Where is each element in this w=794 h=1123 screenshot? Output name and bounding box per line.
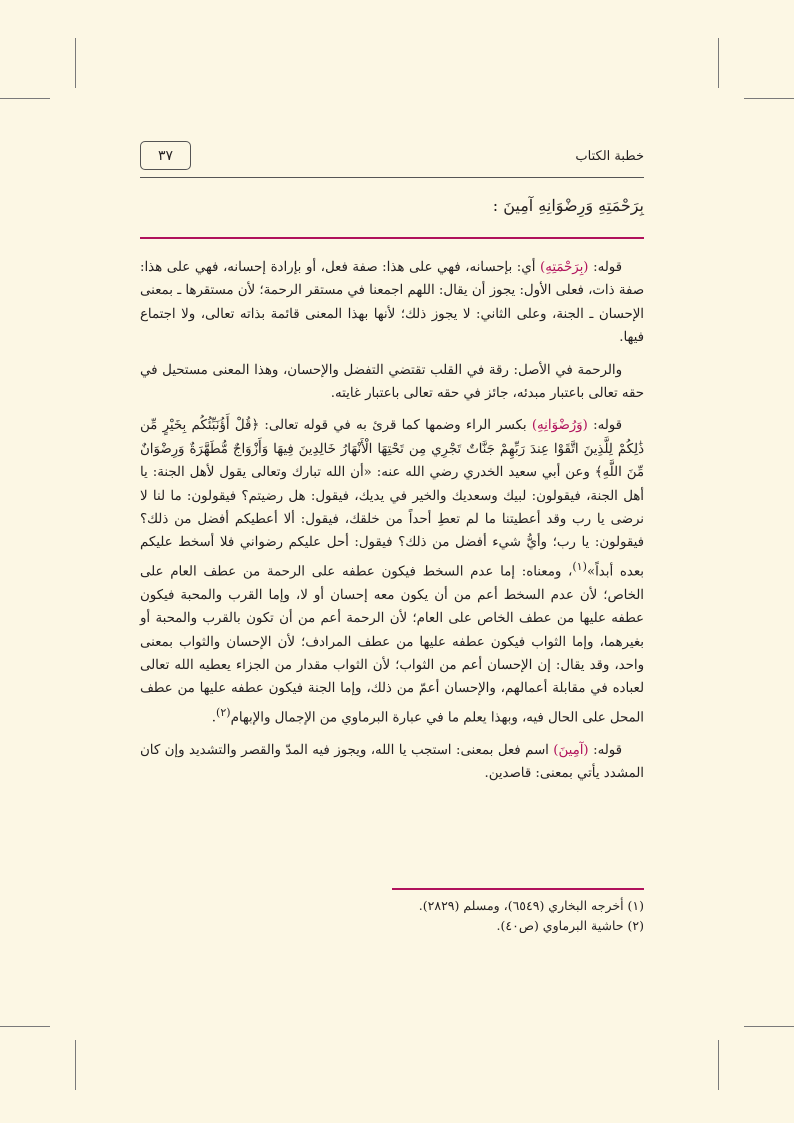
crop-mark (718, 38, 719, 88)
highlighted-term: (وَرُضْوَانِهِ) (531, 418, 588, 434)
crop-mark (75, 1040, 76, 1090)
crop-mark (744, 1026, 794, 1027)
running-title: خطبة الكتاب (575, 149, 644, 164)
footnote-rule (392, 888, 644, 890)
paragraph-ridwanihi (140, 414, 644, 729)
footnote-2: (٢) حاشية البرماوي (ص٤٠). (496, 918, 644, 933)
footnote-marker-2[interactable]: (٢) (215, 705, 231, 719)
page-number-text: ٣٧ (157, 147, 174, 164)
paragraph-text: أي: بإحسانه، فهي على هذا: صفة فعل، أو بإرادة إحسانه، فهي على هذا: صفة ذات، فعلى الأول: يجوز أن يقال: اللهم اجمعنا في مستقر الرحمة؛ لأن مستقرها ـ بمعنى الإحسان ـ الجنة، وعلى الثاني: لا يجوز ذلك؛ لأنها بهذا المعنى قائمة بذاته تعالى، ولا اجتماع فيها. (140, 260, 644, 346)
paragraph-text: . (211, 710, 216, 726)
crop-mark (0, 1026, 50, 1027)
paragraph-rahma-asl (140, 359, 644, 406)
crop-mark (0, 98, 50, 99)
paragraph-rahmatihi (140, 256, 644, 350)
paragraph-text: ، ومعناه: إما عدم السخط فيكون عطفه على الرحمة من عطف العام على الخاص؛ لأن عدم السخط أعم من أن يكون معه إحسان أو لا، وإما القرب والمحبة فيكون عطفه عليها من عطف الخاص على العام؛ لأن الرحمة أعم من أن تكون بالقرب والمحبة أو بغيرهما، وإما الثواب فيكون عطفه عليها من عطف المرادف؛ لأن الإحسان والثواب بمعنى واحد، وقد يقال: إن الإحسان أعم من الثواب؛ لأن الثواب مقدار من الجزاء يعطيه الله تعالى لعباده في مقابلة أعمالهم، والإحسان أعمّ من ذلك، وإما الجنة فيكون عطفه عليها من عطف المحل على الحال فيه، وبهذا يعلم ما في عبارة البرماوي من الإجمال والإبهام (140, 564, 644, 726)
paragraph-lead: قوله: (587, 418, 622, 434)
matn-verse-line: بِرَحْمَتِهِ وَرِضْوَانِهِ آمِينَ : (492, 196, 644, 215)
crop-mark (718, 1040, 719, 1090)
highlighted-term: (آمِينَ) (553, 742, 589, 758)
page-number (140, 141, 191, 170)
paragraph-amin (140, 739, 644, 786)
crop-mark (75, 38, 76, 88)
paragraph-text: اسم فعل بمعنى: استجب يا الله، ويجوز فيه المدّ والقصر والتشديد وإن كان المشدد يأتي بمعنى: قاصدين. (140, 742, 644, 781)
header-rule (140, 177, 644, 178)
divider-rule (140, 237, 644, 239)
footnote-marker-1[interactable]: (١) (572, 559, 587, 573)
footnotes (140, 896, 644, 936)
footnote-1: (١) أخرجه البخاري (٦٥٤٩)، ومسلم (٢٨٢٩). (418, 898, 644, 913)
paragraph-lead: قوله: (588, 260, 622, 275)
paragraph-text: والرحمة في الأصل: رقة في القلب تقتضي التفضل والإحسان، وهذا المعنى مستحيل في حقه تعالى باعتبار مبدئه، جائز في حقه تعالى باعتبار غايته. (140, 362, 644, 402)
paragraph-lead: قوله: (588, 742, 622, 758)
commentary-body (140, 256, 644, 794)
paragraph-text: بكسر الراء وضمها كما قرئ به في قوله تعالى: ﴿قُلْ أَؤُنَبِّئُكُم بِخَيْرٍ مِّن ذَٰلِكُمْ لِلَّذِينَ اتَّقَوْا عِندَ رَبِّهِمْ جَنَّاتٌ تَجْرِي مِن تَحْتِهَا الْأَنْهَارُ خَالِدِينَ فِيهَا وَأَزْوَاجٌ مُّطَهَّرَةٌ وَرِضْوَانٌ مِّنَ اللَّهِ﴾ وعن أبي سعيد الخدري رضي الله عنه: «أن الله تبارك وتعالى يقول لأهل الجنة: يا أهل الجنة، فيقولون: لبيك وسعديك والخير في يديك، فيقول: هل رضيتم؟ فيقولون: ما لنا لا نرضى يا رب وقد أعطيتنا ما لم تعطِ أحداً من خلقك، فيقول: ألا أعطيكم أفضل من ذلك؟ فيقولون: يا رب؛ وأيُّ شيء أفضل من ذلك؟ فيقول: أحل عليكم رضواني فلا أسخط عليكم بعده أبداً» (140, 418, 644, 580)
highlighted-term: (بِرَحْمَتِهِ) (540, 260, 589, 275)
crop-mark (744, 98, 794, 99)
